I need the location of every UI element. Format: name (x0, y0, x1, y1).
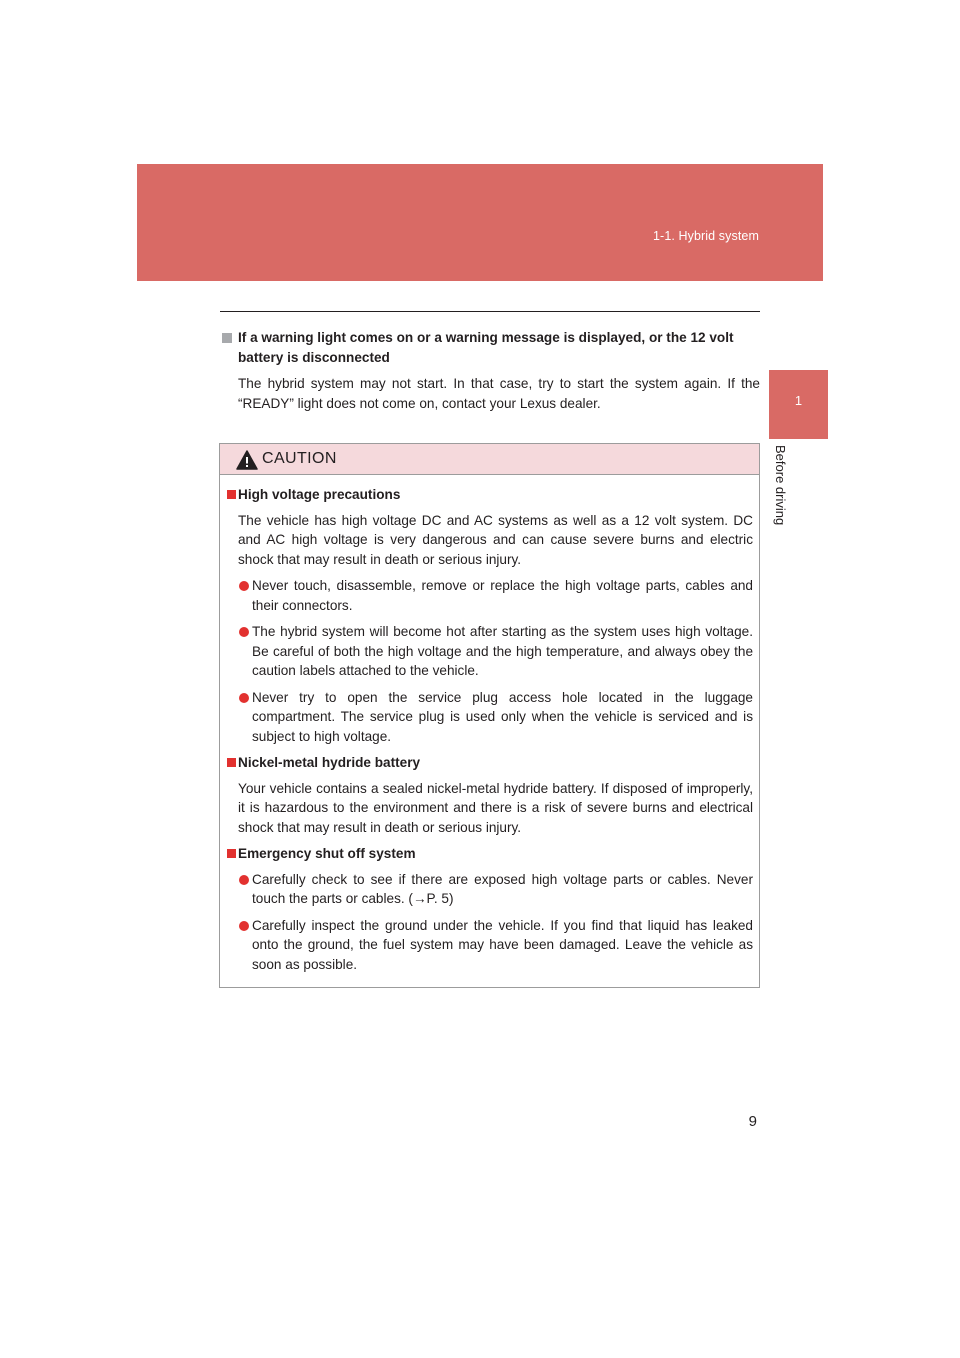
caution-bullet (224, 916, 753, 975)
caution-section-heading (224, 753, 753, 773)
square-bullet-icon (227, 758, 236, 767)
warning-triangle-icon (236, 450, 258, 470)
round-bullet-icon (239, 693, 249, 703)
round-bullet-icon (239, 581, 249, 591)
header-band (137, 164, 823, 281)
intro-block (220, 328, 760, 414)
caution-bullet (224, 688, 753, 747)
chapter-number: 1 (794, 393, 803, 408)
caution-paragraph: Your vehicle contains a sealed nickel-metal hydride battery. If disposed of improperly, it is hazardous to the environment and there is a risk of severe burns and electrical shock that may result in death or serious injury. (238, 780, 753, 835)
section-heading-text: Emergency shut off system (238, 846, 416, 861)
caution-section-heading (224, 485, 753, 505)
chapter-label-container (770, 445, 790, 545)
intro-heading: If a warning light comes on or a warning message is displayed, or the 12 volt battery is disconnected (238, 330, 734, 365)
chapter-tab (769, 370, 828, 439)
chapter-label: Before driving (773, 445, 788, 526)
section-divider (220, 311, 760, 312)
bullet-text: Never touch, disassemble, remove or replace the high voltage parts, cables and their connectors. (252, 578, 753, 613)
caution-box (219, 443, 760, 988)
bullet-text: Never try to open the service plug access hole located in the luggage compartment. The service plug is used only when the vehicle is serviced and is subject to high voltage. (252, 689, 753, 744)
square-bullet-icon (227, 490, 236, 499)
caution-section-heading (224, 844, 753, 864)
round-bullet-icon (239, 875, 249, 885)
bullet-text: Carefully inspect the ground under the vehicle. If you find that liquid has leaked onto the ground, the fuel system may have been damaged. Leave the vehicle as soon as possible. (252, 917, 753, 972)
bullet-text: Carefully check to see if there are exposed high voltage parts or cables. Never touch the parts or cables. (→P. 5) (252, 871, 753, 906)
section-title: 1-1. Hybrid system (653, 229, 759, 243)
intro-heading-row (220, 328, 760, 368)
square-bullet-icon (222, 333, 232, 343)
caution-bullet (224, 622, 753, 681)
caution-header (220, 444, 759, 475)
bullet-text: The hybrid system will become hot after starting as the system uses high voltage. Be careful of both the high voltage and the high temperature, and always obey the caution labels attached to the vehicle. (252, 624, 753, 678)
caution-body (220, 485, 759, 981)
caution-bullet (224, 576, 753, 615)
round-bullet-icon (239, 627, 249, 637)
caution-bullet (224, 870, 753, 909)
page-number: 9 (748, 1113, 757, 1130)
caution-title: CAUTION (262, 450, 337, 467)
square-bullet-icon (227, 849, 236, 858)
section-heading-text: Nickel-metal hydride battery (238, 755, 421, 770)
caution-paragraph: The vehicle has high voltage DC and AC systems as well as a 12 volt system. DC and AC high voltage is very dangerous and can cause severe burns and electric shock that may result in death or serious injury. (238, 512, 753, 567)
intro-body: The hybrid system may not start. In that case, try to start the system again. If the “READY” light does not come on, contact your Lexus dealer. (238, 376, 760, 411)
section-heading-text: High voltage precautions (238, 487, 401, 502)
round-bullet-icon (239, 921, 249, 931)
